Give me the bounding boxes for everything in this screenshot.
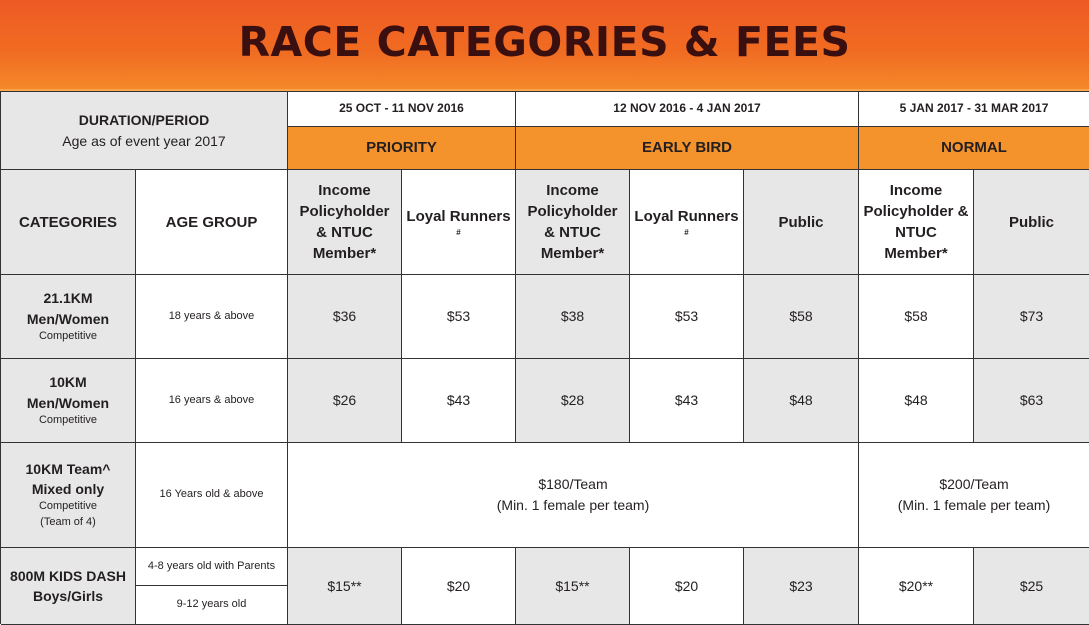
- price-cell: $53: [630, 275, 744, 359]
- col-header-priority-loyal: [402, 170, 516, 275]
- category-cell-10km-team: [1, 443, 136, 548]
- period-name-early-bird: EARLY BIRD: [516, 127, 859, 170]
- col-header-early-income: Income Policyholder & NTUC Member*: [516, 170, 630, 275]
- price-cell: $15**: [288, 548, 402, 625]
- price-cell: $28: [516, 359, 630, 443]
- price-cell: $43: [402, 359, 516, 443]
- col-header-normal-public: Public: [974, 170, 1089, 275]
- team-price-normal: [859, 443, 1089, 548]
- team-price: $180/Team: [538, 476, 608, 492]
- age-group-cell-10km: 16 years & above: [136, 359, 288, 443]
- period-name-priority: PRIORITY: [288, 127, 516, 170]
- col-header-normal-income: Income Policyholder & NTUC Member*: [859, 170, 974, 275]
- price-cell: $36: [288, 275, 402, 359]
- price-cell: $20**: [859, 548, 974, 625]
- price-cell: $25: [974, 548, 1089, 625]
- price-cell: $58: [859, 275, 974, 359]
- title-banner: [0, 0, 1089, 92]
- price-cell: $48: [859, 359, 974, 443]
- category-name: 21.1KM Men/Women: [26, 290, 110, 327]
- duration-header: [1, 92, 288, 170]
- age-group-header: AGE GROUP: [136, 170, 288, 275]
- price-cell: $15**: [516, 548, 630, 625]
- category-sub: Competitive: [38, 413, 98, 426]
- team-note: (Min. 1 female per team): [897, 497, 1051, 513]
- price-cell: $20: [630, 548, 744, 625]
- price-cell: $63: [974, 359, 1089, 443]
- category-cell-21km: [1, 275, 136, 359]
- fees-table: [0, 91, 1089, 624]
- col-header-priority-income: Income Policyholder & NTUC Member*: [288, 170, 402, 275]
- duration-label: DURATION/PERIOD: [78, 112, 210, 129]
- loyal-label: Loyal Runners: [634, 207, 739, 225]
- team-price: $200/Team: [939, 476, 1009, 492]
- price-cell: $43: [630, 359, 744, 443]
- category-name: 10KM Men/Women: [26, 374, 110, 411]
- age-basis-label: Age as of event year 2017: [62, 132, 226, 149]
- price-cell: $26: [288, 359, 402, 443]
- age-group-cell-21km: 18 years & above: [136, 275, 288, 359]
- category-name: 10KM Team^ Mixed only: [25, 460, 111, 498]
- price-cell: $23: [744, 548, 859, 625]
- category-name: 800M KIDS DASH Boys/Girls: [10, 567, 126, 604]
- period-dates-normal: 5 JAN 2017 - 31 MAR 2017: [859, 92, 1089, 127]
- price-cell: $38: [516, 275, 630, 359]
- loyal-mark: #: [456, 227, 461, 237]
- team-price-priority-early: [288, 443, 859, 548]
- period-dates-priority: 25 OCT - 11 NOV 2016: [288, 92, 516, 127]
- loyal-label: Loyal Runners: [406, 207, 511, 225]
- age-group-cell-10km-team: 16 Years old & above: [136, 443, 288, 548]
- price-cell: $48: [744, 359, 859, 443]
- category-sub: Competitive: [38, 329, 98, 342]
- category-cell-10km: [1, 359, 136, 443]
- price-cell: $53: [402, 275, 516, 359]
- category-cell-kids-dash: [1, 548, 136, 625]
- category-sub: Competitive: [38, 500, 98, 513]
- categories-header: CATEGORIES: [1, 170, 136, 275]
- period-dates-early-bird: 12 NOV 2016 - 4 JAN 2017: [516, 92, 859, 127]
- period-name-normal: NORMAL: [859, 127, 1089, 170]
- price-cell: $20: [402, 548, 516, 625]
- price-cell: $73: [974, 275, 1089, 359]
- page-title: RACE CATEGORIES & FEES: [238, 18, 851, 66]
- team-note: (Min. 1 female per team): [496, 497, 650, 513]
- category-sub-team-size: (Team of 4): [40, 516, 96, 529]
- loyal-mark: #: [684, 227, 689, 237]
- age-group-cell-kids-2: 9-12 years old: [136, 586, 288, 625]
- col-header-early-public: Public: [744, 170, 859, 275]
- price-cell: $58: [744, 275, 859, 359]
- age-group-cell-kids-1: 4-8 years old with Parents: [136, 548, 288, 586]
- col-header-early-loyal: [630, 170, 744, 275]
